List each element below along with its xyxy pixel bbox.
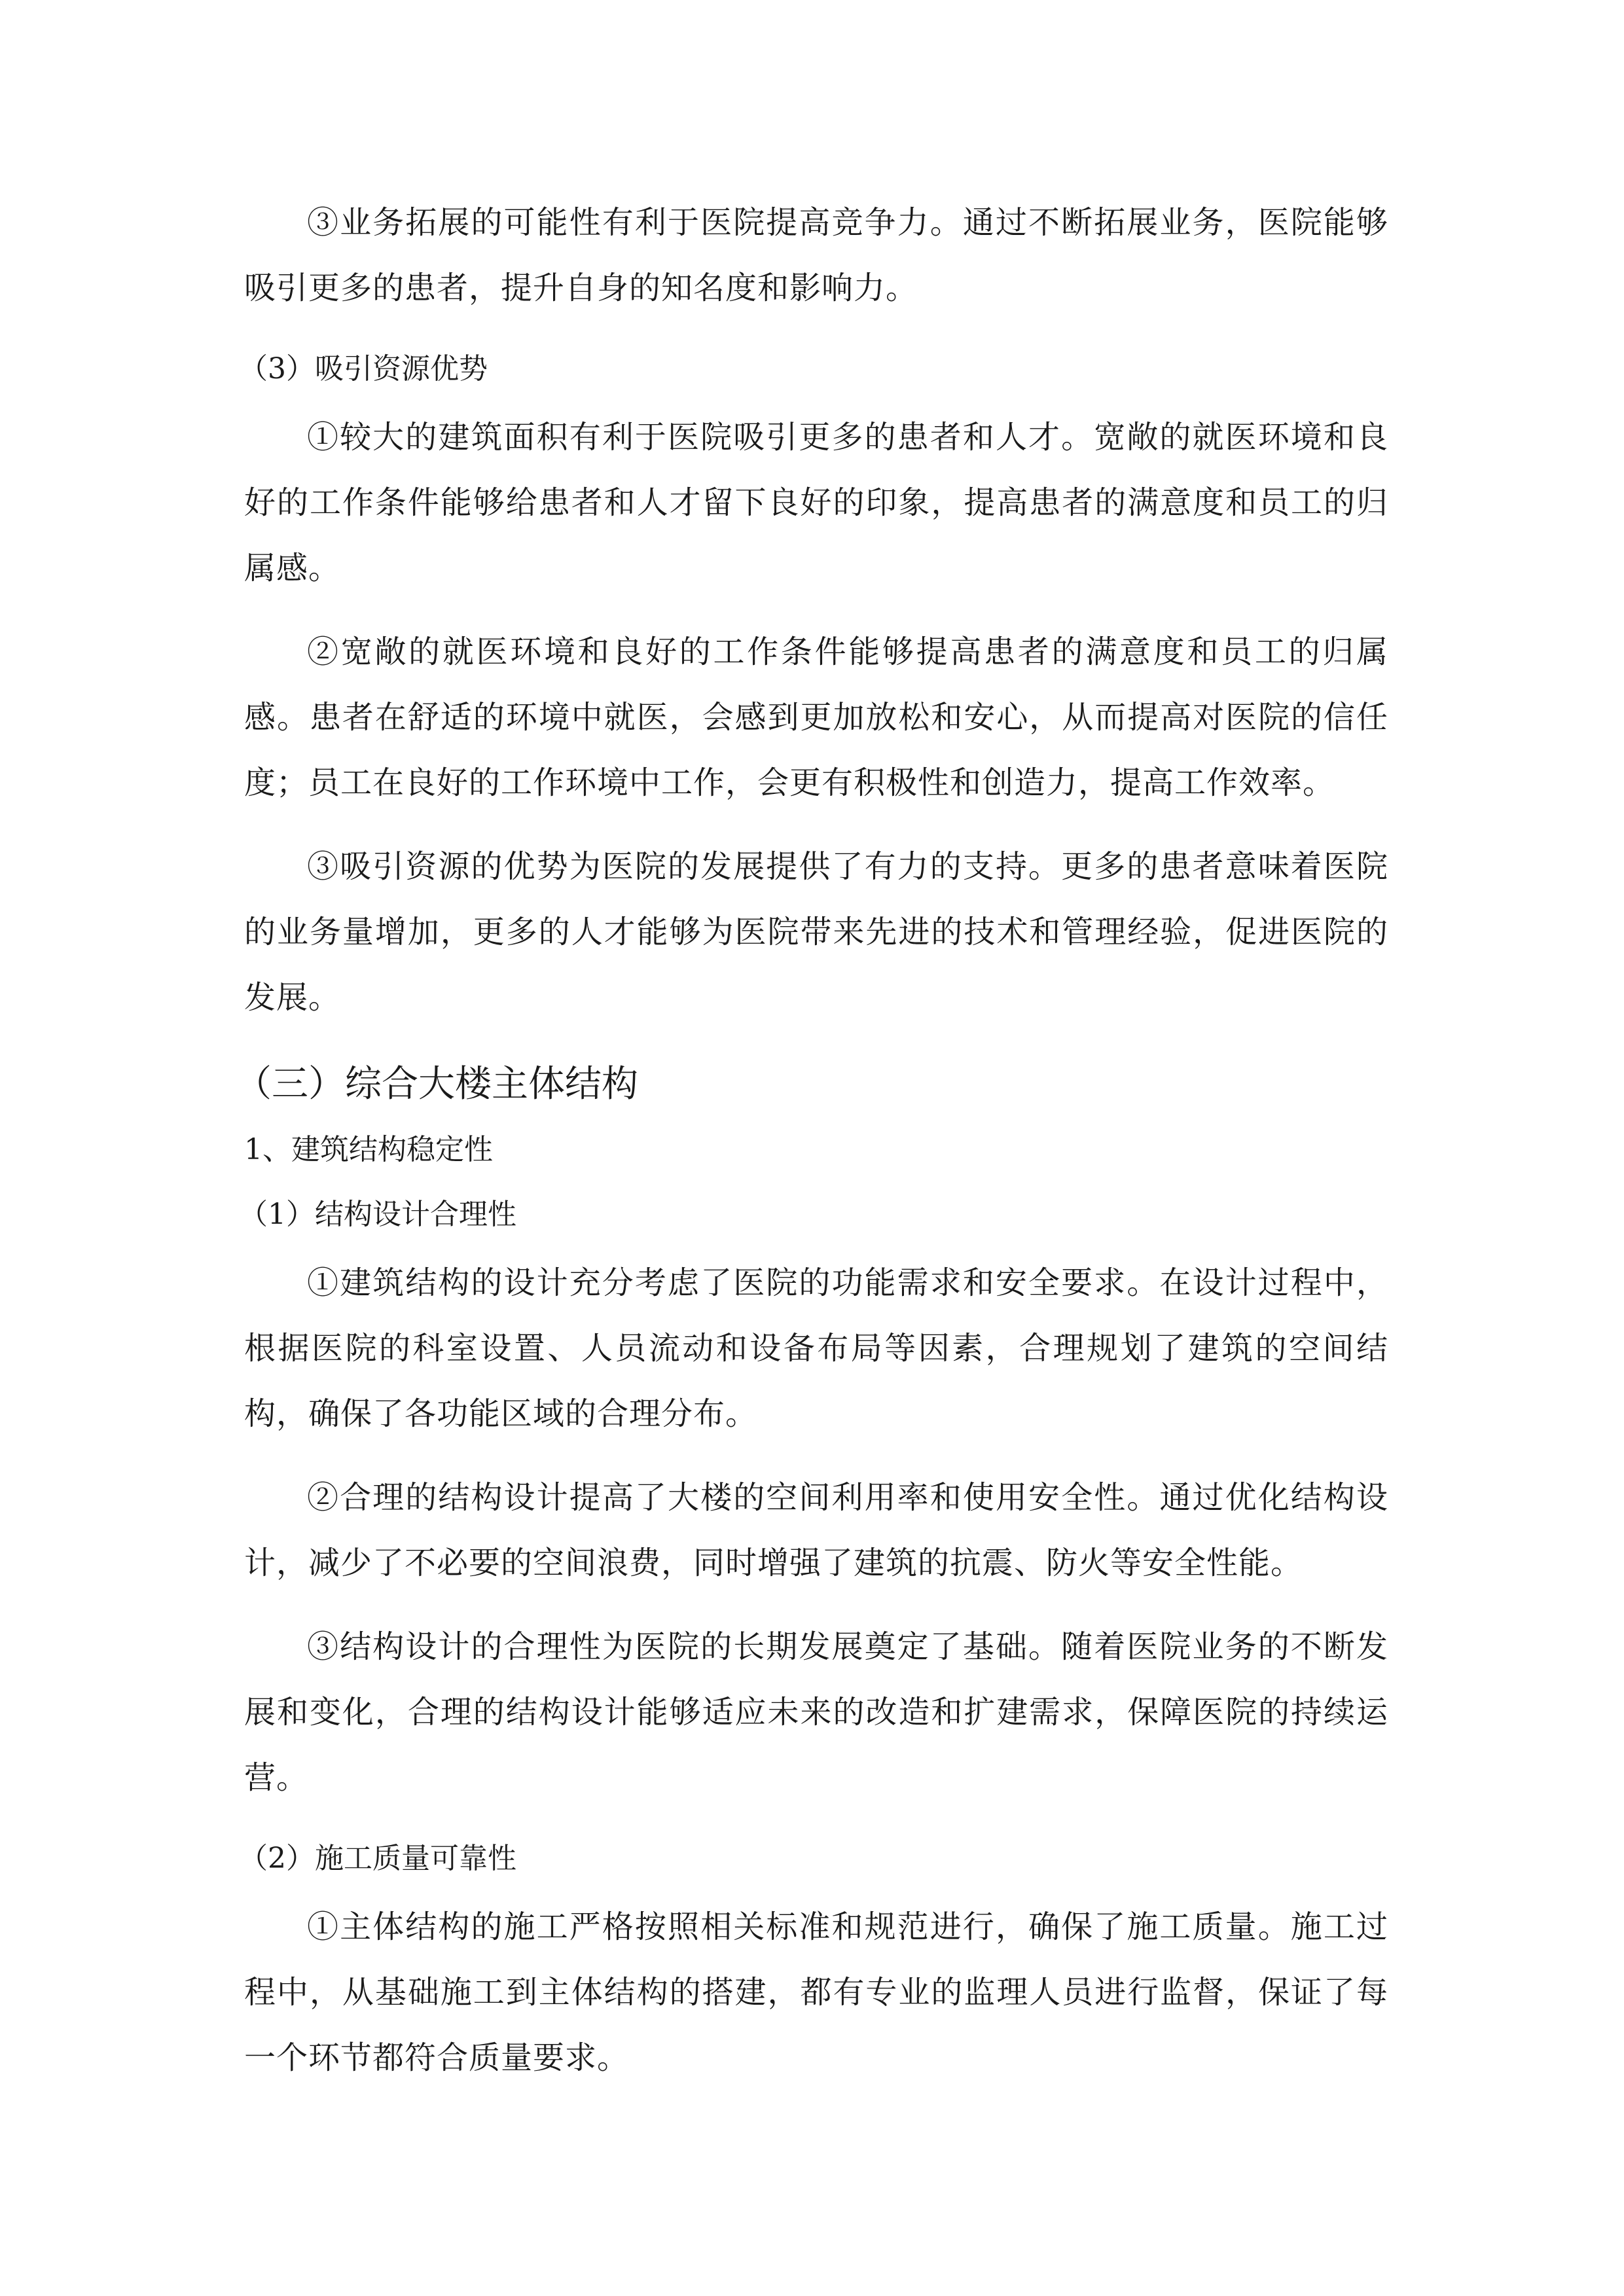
paragraph-construction-standards: ①主体结构的施工严格按照相关标准和规范进行，确保了施工质量。施工过程中，从基础施工到主体结构的搭建，都有专业的监理人员进行监督，保证了每一个环节都符合质量要求。	[244, 1909, 1388, 2076]
paragraph-building-area: ①较大的建筑面积有利于医院吸引更多的患者和人才。宽敞的就医环境和良好的工作条件能够给患者和人才留下良好的印象，提高患者的满意度和员工的归属感。	[244, 419, 1388, 586]
paragraph-design-requirements: ①建筑结构的设计充分考虑了医院的功能需求和安全要求。在设计过程中，根据医院的科室设置、人员流动和设备布局等因素，合理规划了建筑的空间结构，确保了各功能区域的合理分布。	[244, 1265, 1388, 1432]
paragraph-resource-advantage: ③吸引资源的优势为医院的发展提供了有力的支持。更多的患者意味着医院的业务量增加，更多的人才能够为医院带来先进的技术和管理经验，促进医院的发展。	[244, 848, 1388, 1016]
paragraph-long-term-development: ③结构设计的合理性为医院的长期发展奠定了基础。随着医院业务的不断发展和变化，合理的结构设计能够适应未来的改造和扩建需求，保障医院的持续运营。	[244, 1628, 1388, 1796]
paragraph-business-expansion: ③业务拓展的可能性有利于医院提高竞争力。通过不断拓展业务，医院能够吸引更多的患者，提升自身的知名度和影响力。	[244, 204, 1388, 306]
section-title-main-structure: （三）综合大楼主体结构	[235, 1063, 638, 1105]
heading-structural-stability: 1、建筑结构稳定性	[244, 1133, 493, 1166]
paragraph-environment: ②宽敞的就医环境和良好的工作条件能够提高患者的满意度和员工的归属感。患者在舒适的环境中就医，会感到更加放松和安心，从而提高对医院的信任度；员工在良好的工作环境中工作，会更有积极性和创造力，提高工作效率。	[244, 634, 1388, 801]
subsection-title-attract-resources: （3）吸引资源优势	[239, 352, 488, 386]
paragraph-space-utilization: ②合理的结构设计提高了大楼的空间利用率和使用安全性。通过优化结构设计，减少了不必要的空间浪费，同时增强了建筑的抗震、防火等安全性能。	[244, 1479, 1388, 1581]
subsection-title-design-rationality: （1）结构设计合理性	[239, 1198, 516, 1231]
subsection-title-construction-quality: （2）施工质量可靠性	[239, 1842, 516, 1875]
document-body	[235, 190, 1388, 2109]
